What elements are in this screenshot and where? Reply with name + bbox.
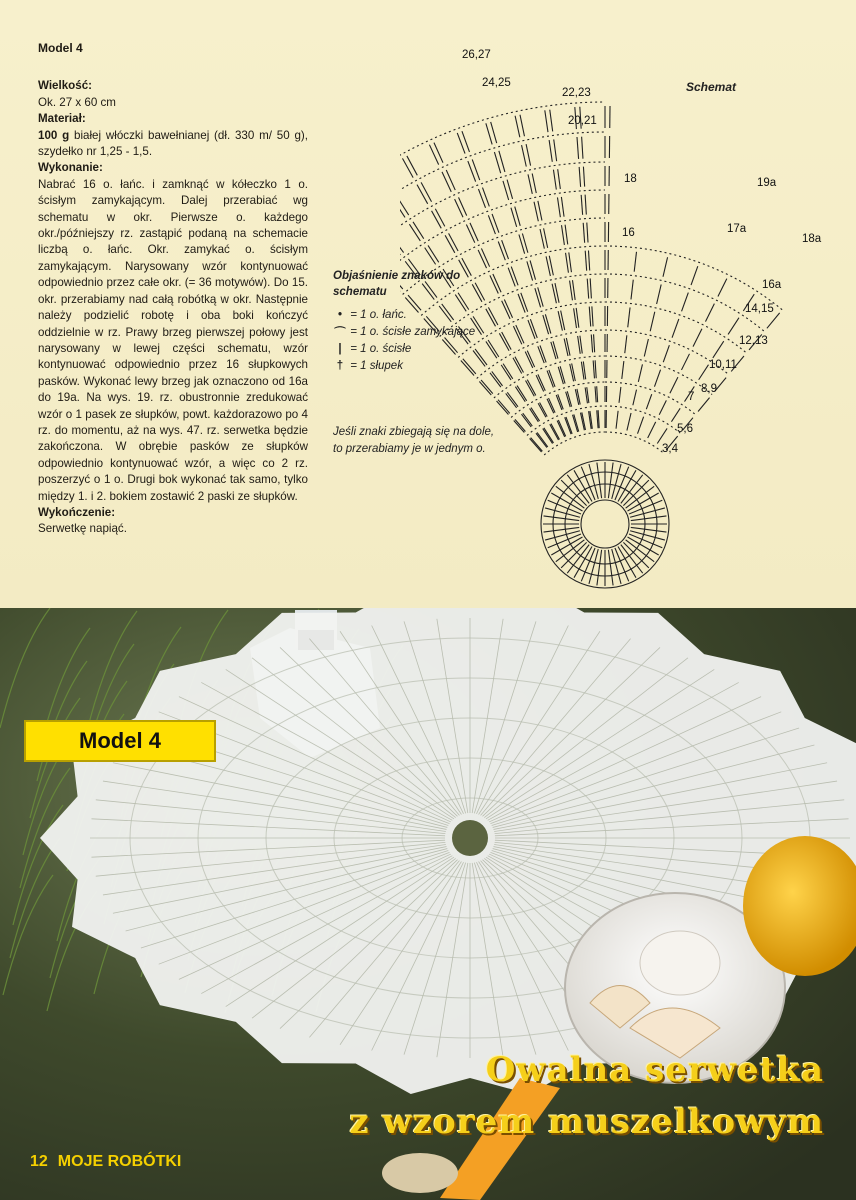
size-heading: Wielkość: <box>38 79 93 93</box>
row-label: 18a <box>802 233 822 245</box>
finishing-heading: Wykończenie: <box>38 505 116 519</box>
row-label: 17a <box>727 223 747 235</box>
instructions-text <box>38 40 308 538</box>
legend-title: Objaśnienie znaków do schematu <box>333 270 461 298</box>
model-badge: Model 4 <box>24 720 216 762</box>
row-label: 18 <box>624 173 637 185</box>
row-label: 20,21 <box>568 115 597 127</box>
doily-photo <box>0 608 856 1200</box>
material-value <box>38 128 308 161</box>
row-label: 12,13 <box>739 335 768 347</box>
legend-note: Jeśli znaki zbiegają się na dole, to przerabiamy je w jednym o. <box>333 426 495 455</box>
page-number: 12 <box>30 1153 48 1170</box>
finishing-text: Serwetkę napiąć. <box>38 522 127 536</box>
material-weight: 100 g <box>38 128 70 142</box>
magazine-name: MOJE ROBÓTKI <box>57 1153 182 1170</box>
chain-stitch-icon: • <box>337 308 343 321</box>
execution-heading: Wykonanie: <box>38 161 103 175</box>
size-value: Ok. 27 x 60 cm <box>38 95 116 109</box>
row-label: 16 <box>622 227 635 239</box>
row-label: 8,9 <box>701 383 717 395</box>
slip-stitch-icon: ⌒ <box>334 326 346 339</box>
schema-title: Schemat <box>686 80 737 94</box>
legend-label: = 1 słupek <box>350 359 403 372</box>
photo-title-line2: z wzorem muszelkowym <box>349 1102 824 1142</box>
row-label: 16a <box>762 279 782 291</box>
row-label: 26,27 <box>462 49 491 61</box>
photo-title-line1: Owalna serwetka <box>485 1050 824 1090</box>
row-label: 3,4 <box>662 443 678 455</box>
page-footer <box>30 1153 181 1171</box>
material-heading: Materiał: <box>38 112 86 126</box>
row-label: 7 <box>688 391 695 403</box>
row-label: 19a <box>757 177 777 189</box>
legend-label: = 1 o. ścisłe zamykające <box>350 325 476 338</box>
row-label: 14,15 <box>745 303 774 315</box>
crochet-chart <box>400 40 840 610</box>
single-crochet-icon: | <box>338 342 342 355</box>
execution-text: Nabrać 16 o. łańc. i zamknąć w kółeczko 1 o. ścisłym zamykającym. Dalej przerabiać wg schematu w okr. Pierwsze o. każdego okr./późniejszy rz. zastąpić podaną na schemacie liczbą o. łańc. Okr. zamykać o. ścisłym zamykającym. Narysowany wzór kontynuować odpowiednio przez całe okr. (= 36 motywów). Do 15. okr. przerabiamy nad całą robótką w okr. Następnie należy podzielić robotę i oba boki kończyć oddzielnie w rz. Prawy brzeg pierwszej połowy jest narysowany w lewej części schematu, wzór kontynuować odpowiednio przez 16 słupkowych pasków. Wykonać lewy brzeg jak oznaczono od 16a do 19a. Na wys. 19. rz. obustronnie zredukować wzór o 1 pasek ze słupków, powt. każdorazowo po 4 rz. do momentu, aż na wys. 47. rz. serwetka będzie zakończona. W obrębie pasków ze słupków odpowiednio kontynuować wzór, a więc co 2 rz. poszerzyć o 1 o. Drugi bok wykonać tak samo, tylko między 1. i 2. bokiem zostawić 2 paski ze słupków. <box>38 177 308 503</box>
row-label: 24,25 <box>482 77 511 89</box>
legend-label: = 1 o. łańc. <box>350 308 407 321</box>
row-label: 22,23 <box>562 87 591 99</box>
material-desc: białej włóczki bawełnianej (dł. 330 m/ 50 g), szydełko nr 1,25 - 1,5. <box>38 128 308 159</box>
model-heading: Model 4 <box>38 41 83 55</box>
row-label: 10,11 <box>709 359 737 371</box>
legend-label: = 1 o. ścisłe <box>350 342 412 355</box>
double-crochet-icon: † <box>336 359 344 372</box>
row-label: 5,6 <box>677 423 693 435</box>
